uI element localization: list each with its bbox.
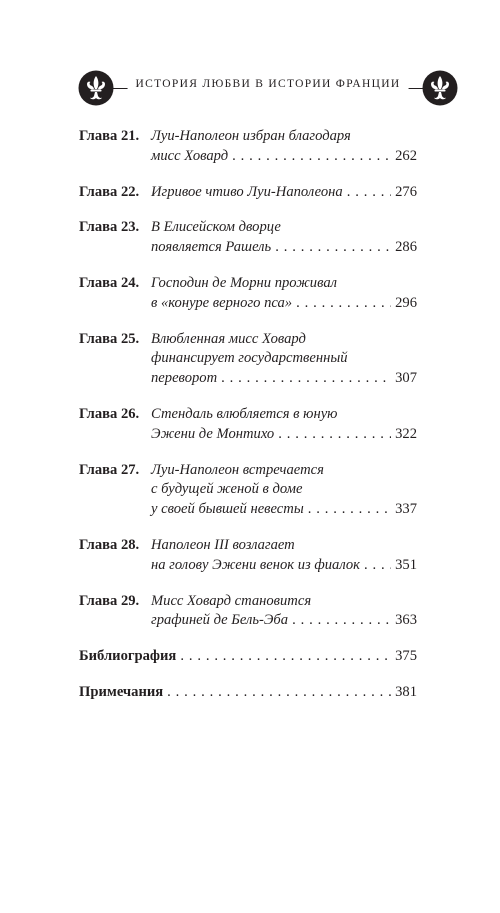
chapter-number: Глава 27.: [79, 461, 140, 478]
dot-leader: [292, 611, 391, 631]
dot-leader: [296, 294, 391, 314]
section-title: Примечания: [79, 683, 164, 700]
chapter-number: Глава 23.: [79, 219, 140, 236]
table-of-contents: [79, 127, 417, 719]
page-number: 322: [395, 425, 417, 442]
dot-leader: [278, 425, 391, 445]
running-header: [78, 70, 458, 106]
dot-leader: [221, 369, 391, 389]
chapter-title-line: Стендаль влюбляется в юную: [151, 405, 338, 422]
chapter-title-line: Влюбленная мисс Ховард: [151, 330, 306, 347]
chapter-number: Глава 25.: [79, 330, 140, 347]
section-title: Библиография: [79, 648, 177, 665]
chapter-number: Глава 22.: [79, 183, 140, 200]
chapter-title-line: Наполеон III возлагает: [151, 536, 295, 553]
chapter-title-line: В Елисейском дворце: [151, 219, 281, 236]
chapter-title-line: Эжени де Монтихо: [151, 425, 275, 442]
chapter-title-line: графиней де Бель-Эба: [151, 612, 289, 629]
toc-entry-bibliography[interactable]: [79, 647, 417, 667]
chapter-number: Глава 29.: [79, 592, 140, 609]
page-number: 276: [395, 183, 417, 200]
chapter-title-line: Луи-Наполеон встречается: [151, 461, 324, 478]
chapter-number: Глава 28.: [79, 536, 140, 553]
chapter-number: Глава 24.: [79, 274, 140, 291]
page-number: 381: [395, 683, 417, 700]
header-title: ИСТОРИЯ ЛЮБВИ В ИСТОРИИ ФРАНЦИИ: [128, 78, 409, 90]
chapter-title-line: мисс Ховард: [151, 147, 229, 164]
page-number: 351: [395, 556, 417, 573]
chapter-title-line: финансирует государственный: [151, 350, 348, 367]
page-number: 296: [395, 294, 417, 311]
dot-leader: [180, 647, 391, 667]
chapter-title-line: у своей бывшей невесты: [151, 501, 304, 518]
toc-entry-23[interactable]: [79, 218, 417, 258]
dot-leader: [167, 683, 391, 703]
chapter-title-line: Игривое чтиво Луи-Наполеона: [151, 183, 343, 200]
chapter-title-line: в «конуре верного пса»: [151, 294, 293, 311]
page-number: 262: [395, 147, 417, 164]
toc-entry-26[interactable]: [79, 405, 417, 445]
fleur-de-lis-icon: [422, 70, 458, 106]
fleur-de-lis-icon: [78, 70, 114, 106]
page-number: 286: [395, 239, 417, 256]
page-number: 363: [395, 612, 417, 629]
page-number: 337: [395, 501, 417, 518]
dot-leader: [364, 556, 391, 576]
chapter-title-line: Мисс Ховард становится: [151, 592, 312, 609]
chapter-number: Глава 21.: [79, 128, 140, 144]
dot-leader: [275, 238, 391, 258]
chapter-title-line: с будущей женой в доме: [151, 481, 303, 498]
chapter-title-line: Луи-Наполеон избран благодаря: [151, 128, 351, 144]
chapter-title-line: появляется Рашель: [151, 239, 272, 256]
toc-entry-24[interactable]: [79, 274, 417, 314]
page-number: 307: [395, 370, 417, 387]
chapter-title-line: переворот: [151, 370, 218, 387]
chapter-title-line: на голову Эжени венок из фиалок: [151, 556, 361, 573]
toc-entry-29[interactable]: [79, 592, 417, 632]
toc-entry-notes[interactable]: [79, 683, 417, 703]
toc-entry-27[interactable]: [79, 461, 417, 520]
dot-leader: [347, 183, 391, 203]
chapter-number: Глава 26.: [79, 405, 140, 422]
chapter-title-line: Господин де Морни проживал: [151, 274, 337, 291]
toc-entry-28[interactable]: [79, 536, 417, 576]
toc-entry-21[interactable]: [79, 127, 417, 167]
dot-leader: [232, 147, 391, 167]
toc-entry-25[interactable]: [79, 330, 417, 389]
toc-entry-22[interactable]: [79, 183, 417, 203]
dot-leader: [308, 500, 391, 520]
page-number: 375: [395, 648, 417, 665]
